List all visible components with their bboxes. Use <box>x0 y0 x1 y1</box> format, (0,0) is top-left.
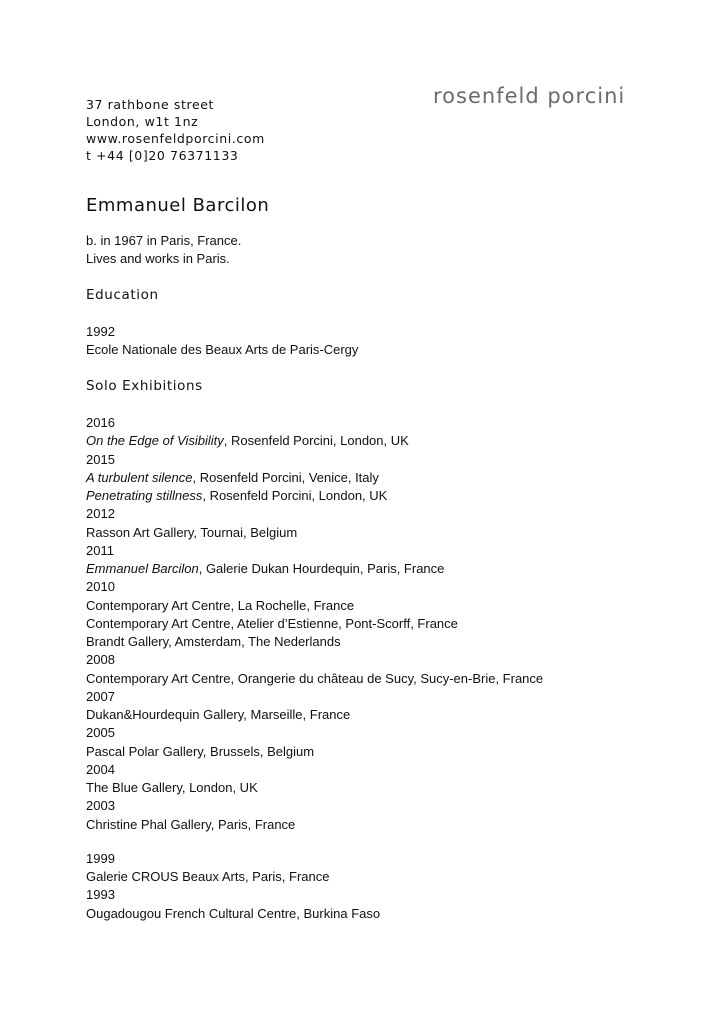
exhibition-year: 2007 <box>86 688 115 704</box>
solo-exhibitions-list <box>86 414 543 923</box>
address-city: London, w1t 1nz <box>86 114 199 129</box>
exhibition-venue: Christine Phal Gallery, Paris, France <box>86 816 296 832</box>
exhibition-venue: Contemporary Art Centre, Orangerie du château de Sucy, Sucy-en-Brie, France <box>86 670 544 686</box>
exhibition-venue: Contemporary Art Centre, La Rochelle, France <box>86 597 355 613</box>
exhibition-venue: , Rosenfeld Porcini, London, UK <box>202 488 388 503</box>
exhibition-venue: Brandt Gallery, Amsterdam, The Nederlands <box>86 634 341 649</box>
artist-born: b. in 1967 in Paris, France. <box>86 233 242 248</box>
exhibition-entry <box>86 560 543 578</box>
address-street: 37 rathbone street <box>86 97 215 112</box>
education-school: Ecole Nationale des Beaux Arts de Paris-Cergy <box>86 342 359 358</box>
education-heading: Education <box>86 287 159 303</box>
artist-lives: Lives and works in Paris. <box>86 251 230 267</box>
education-section <box>86 323 358 360</box>
exhibition-venue: , Galerie Dukan Hourdequin, Paris, France <box>198 561 445 576</box>
exhibition-entry <box>86 905 543 923</box>
exhibition-year: 2010 <box>86 579 115 595</box>
artist-name: Emmanuel Barcilon <box>86 195 270 216</box>
exhibition-venue: Ougadougou French Cultural Centre, Burkina Faso <box>86 905 381 921</box>
exhibition-entry <box>86 633 543 651</box>
gallery-logo: rosenfeld porcini <box>433 84 626 108</box>
exhibition-year: 2005 <box>86 725 115 741</box>
exhibition-venue: Contemporary Art Centre, Atelier d’Estienne, Pont-Scorff, France <box>86 615 458 631</box>
exhibition-title: A turbulent silence <box>86 469 193 485</box>
address-phone: t +44 [0]20 76371133 <box>86 148 239 163</box>
exhibition-year: 1999 <box>86 850 115 866</box>
address-website: www.rosenfeldporcini.com <box>86 131 265 146</box>
exhibition-entry <box>86 615 543 633</box>
exhibition-year: 2011 <box>86 542 114 558</box>
exhibition-entry <box>86 816 543 834</box>
exhibition-entry <box>86 487 543 505</box>
exhibition-year: 2008 <box>86 652 115 668</box>
exhibition-entry <box>86 779 543 797</box>
artist-bio <box>86 232 241 269</box>
exhibition-venue: , Rosenfeld Porcini, London, UK <box>223 433 409 449</box>
exhibition-venue: Dukan&Hourdequin Gallery, Marseille, France <box>86 707 351 722</box>
exhibition-title: Penetrating stillness <box>86 488 203 503</box>
exhibition-entry <box>86 524 543 542</box>
exhibition-venue: The Blue Gallery, London, UK <box>86 780 258 795</box>
exhibition-title: Emmanuel Barcilon <box>86 561 199 576</box>
exhibition-entry <box>86 868 543 886</box>
exhibition-year: 2012 <box>86 506 115 522</box>
education-year: 1992 <box>86 324 115 339</box>
exhibition-year: 1993 <box>86 887 115 903</box>
exhibition-venue: Rasson Art Gallery, Tournai, Belgium <box>86 524 298 540</box>
exhibition-entry <box>86 670 543 688</box>
list-gap <box>86 834 543 850</box>
exhibition-year: 2016 <box>86 415 115 430</box>
exhibition-entry <box>86 743 543 761</box>
exhibition-entry <box>86 432 543 450</box>
gallery-address <box>86 96 265 164</box>
exhibition-venue: Galerie CROUS Beaux Arts, Paris, France <box>86 869 330 884</box>
exhibition-year: 2015 <box>86 451 115 467</box>
exhibition-title: On the Edge of Visibility <box>86 433 224 449</box>
exhibition-venue: , Rosenfeld Porcini, Venice, Italy <box>192 469 379 485</box>
exhibition-venue: Pascal Polar Gallery, Brussels, Belgium <box>86 743 315 759</box>
exhibition-entry <box>86 597 543 615</box>
exhibition-year: 2004 <box>86 761 115 777</box>
exhibition-entry <box>86 706 543 724</box>
exhibition-year: 2003 <box>86 798 115 814</box>
solo-exhibitions-heading: Solo Exhibitions <box>86 378 203 394</box>
exhibition-entry <box>86 469 543 487</box>
